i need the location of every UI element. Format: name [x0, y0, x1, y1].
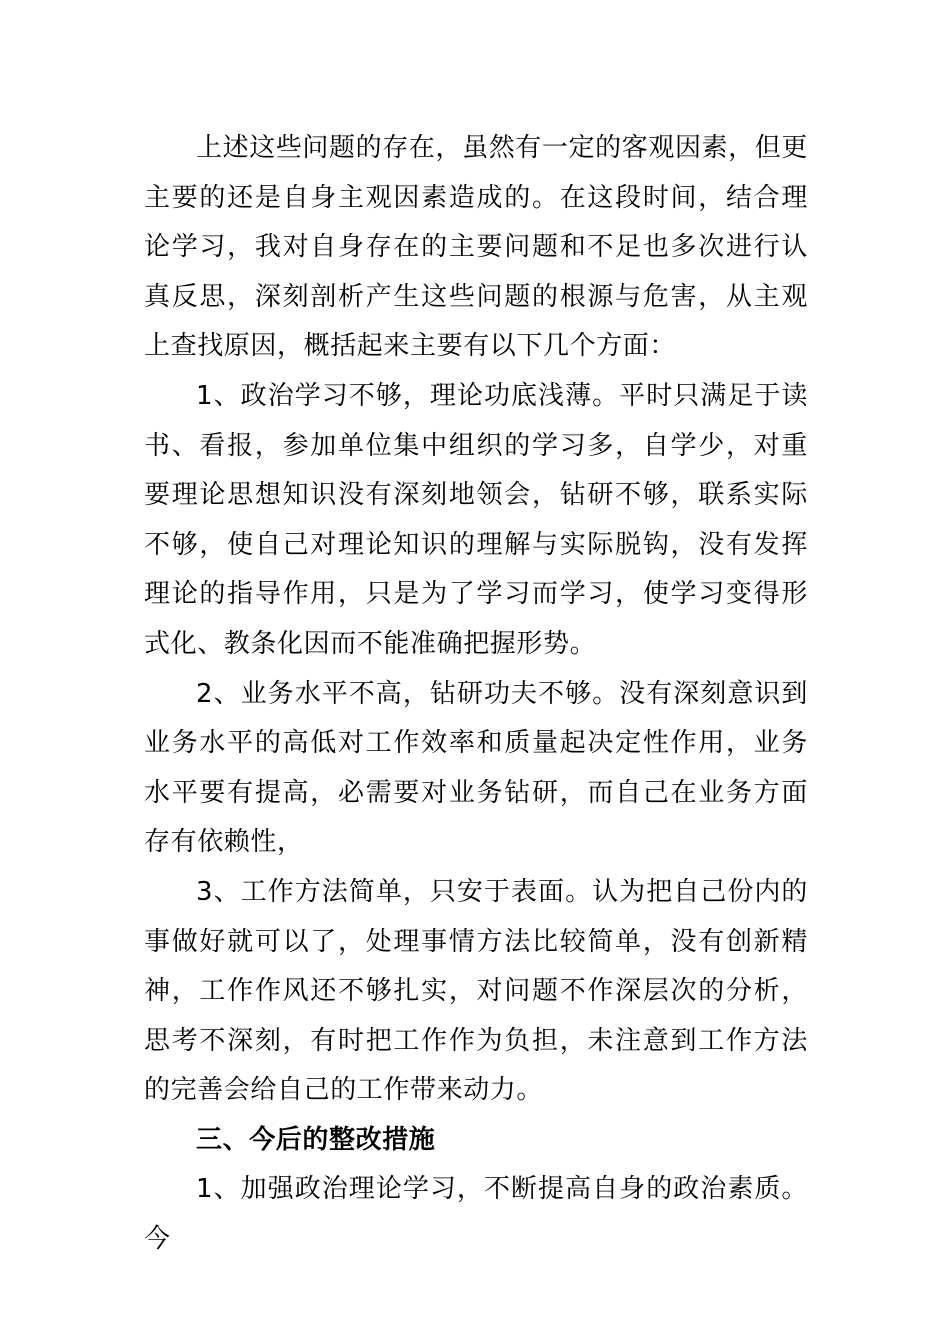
paragraph-intro: 上述这些问题的存在，虽然有一定的客观因素，但更主要的还是自身主观因素造成的。在这段时间，结合理论学习，我对自身存在的主要问题和不足也多次进行认真反思，深刻剖析产生这些问题的根源与危害，从主观上查找原因，概括起来主要有以下几个方面： [144, 133, 808, 362]
paragraph-measure-1: 1、加强政治理论学习，不断提高自身的政治素质。今 [144, 1174, 808, 1255]
paragraph-item-2: 2、业务水平不高，钻研功夫不够。没有深刻意识到业务水平的高低对工作效率和质量起决定性作用，业务水平要有提高，必需要对业务钻研，而自己在业务方面存有依赖性， [144, 678, 808, 858]
paragraph-item-3: 3、工作方法简单，只安于表面。认为把自己份内的事做好就可以了，处理事情方法比较简单，没有创新精神，工作作风还不够扎实，对问题不作深层次的分析，思考不深刻，有时把工作作为负担，未注意到工作方法的完善会给自己的工作带来动力。 [144, 876, 808, 1106]
paragraph-item-1: 1、政治学习不够，理论功底浅薄。平时只满足于读书、看报，参加单位集中组织的学习多，自学少，对重要理论思想知识没有深刻地领会，钻研不够，联系实际不够，使自己对理论知识的理解与实际脱钩，没有发挥理论的指导作用，只是为了学习而学习，使学习变得形式化、教条化因而不能准确把握形势。 [144, 380, 808, 659]
section-heading: 三、今后的整改措施 [196, 1124, 436, 1155]
document-body [144, 124, 808, 1265]
